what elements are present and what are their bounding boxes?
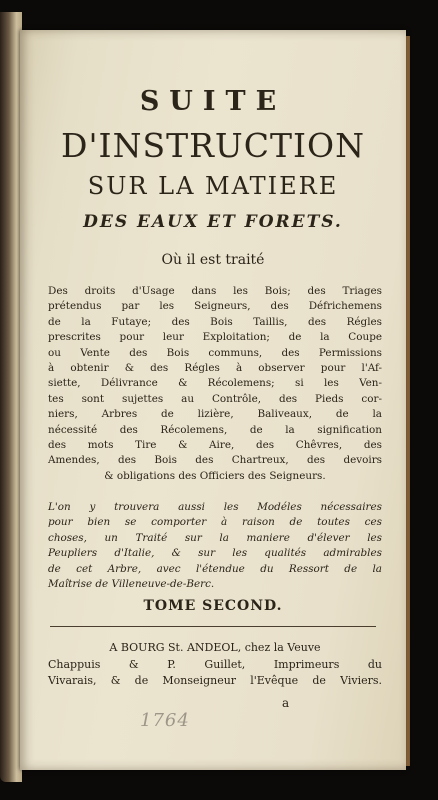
title-line-suite: SUITE — [139, 86, 287, 117]
contents-line: des mots Tire & Aire, des Chêvres, des — [48, 439, 382, 452]
imprint-line: A BOURG St. ANDEOL, chez la Veuve — [109, 641, 321, 654]
imprint-line: Vivarais, & de Monseigneur l'Evêque de Viviers. — [48, 674, 382, 687]
title-page — [20, 30, 406, 770]
contents-line: nécessité des Récolemens, de la signification — [48, 423, 382, 436]
volume-label: TOME SECOND. — [143, 598, 283, 614]
contents-paragraph — [48, 284, 382, 484]
title-line-instruction: D'INSTRUCTION — [61, 126, 365, 165]
title-line-eaux-forets: DES EAUX ET FORETS. — [83, 212, 343, 232]
subtitle-ou-traite: Où il est traité — [161, 252, 265, 268]
contents-line: ou Vente des Bois communs, des Permissions — [48, 346, 382, 359]
signature-mark: a — [282, 696, 290, 710]
notice-line: Peupliers d'Italie, & sur les qualités admirables — [48, 547, 382, 560]
pencil-date-note: 1764 — [140, 710, 190, 731]
title-line-matiere: SUR LA MATIERE — [87, 172, 339, 200]
contents-line: siette, Délivrance & Récolemens; si les Ven- — [48, 377, 382, 390]
notice-paragraph — [48, 500, 382, 592]
notice-line: de cet Arbre, avec l'étendue du Ressort de la — [48, 562, 382, 575]
divider-rule — [50, 626, 376, 627]
contents-line: niers, Arbres de lizière, Baliveaux, de la — [48, 408, 382, 421]
contents-line: à obtenir & des Régles à observer pour l'Af- — [48, 362, 382, 375]
contents-line: Amendes, des Bois des Chartreux, des devoirs — [48, 454, 382, 467]
contents-line: prétendus par les Seigneurs, des Défrichemens — [48, 300, 382, 313]
notice-line: L'on y trouvera aussi les Modéles nécessaires — [48, 501, 382, 513]
notice-line: pour bien se comporter à raison de toutes ces — [48, 516, 382, 529]
contents-line: prescrites pour leur Exploitation; de la Coupe — [48, 331, 382, 344]
notice-line: Maîtrise de Villeneuve-de-Berc. — [48, 578, 215, 591]
imprint — [48, 640, 382, 690]
contents-line: Des droits d'Usage dans les Bois; des Triages — [48, 285, 382, 297]
contents-line: tes sont sujettes au Contrôle, des Pieds cor- — [48, 392, 382, 405]
book-spine — [0, 12, 22, 782]
contents-line: & obligations des Officiers des Seigneurs. — [104, 469, 326, 482]
imprint-line: Chappuis & P. Guillet, Imprimeurs du — [48, 657, 382, 671]
contents-line: de la Futaye; des Bois Taillis, des Régles — [48, 315, 382, 328]
notice-line: choses, un Traité sur la maniere d'élever les — [48, 531, 382, 544]
